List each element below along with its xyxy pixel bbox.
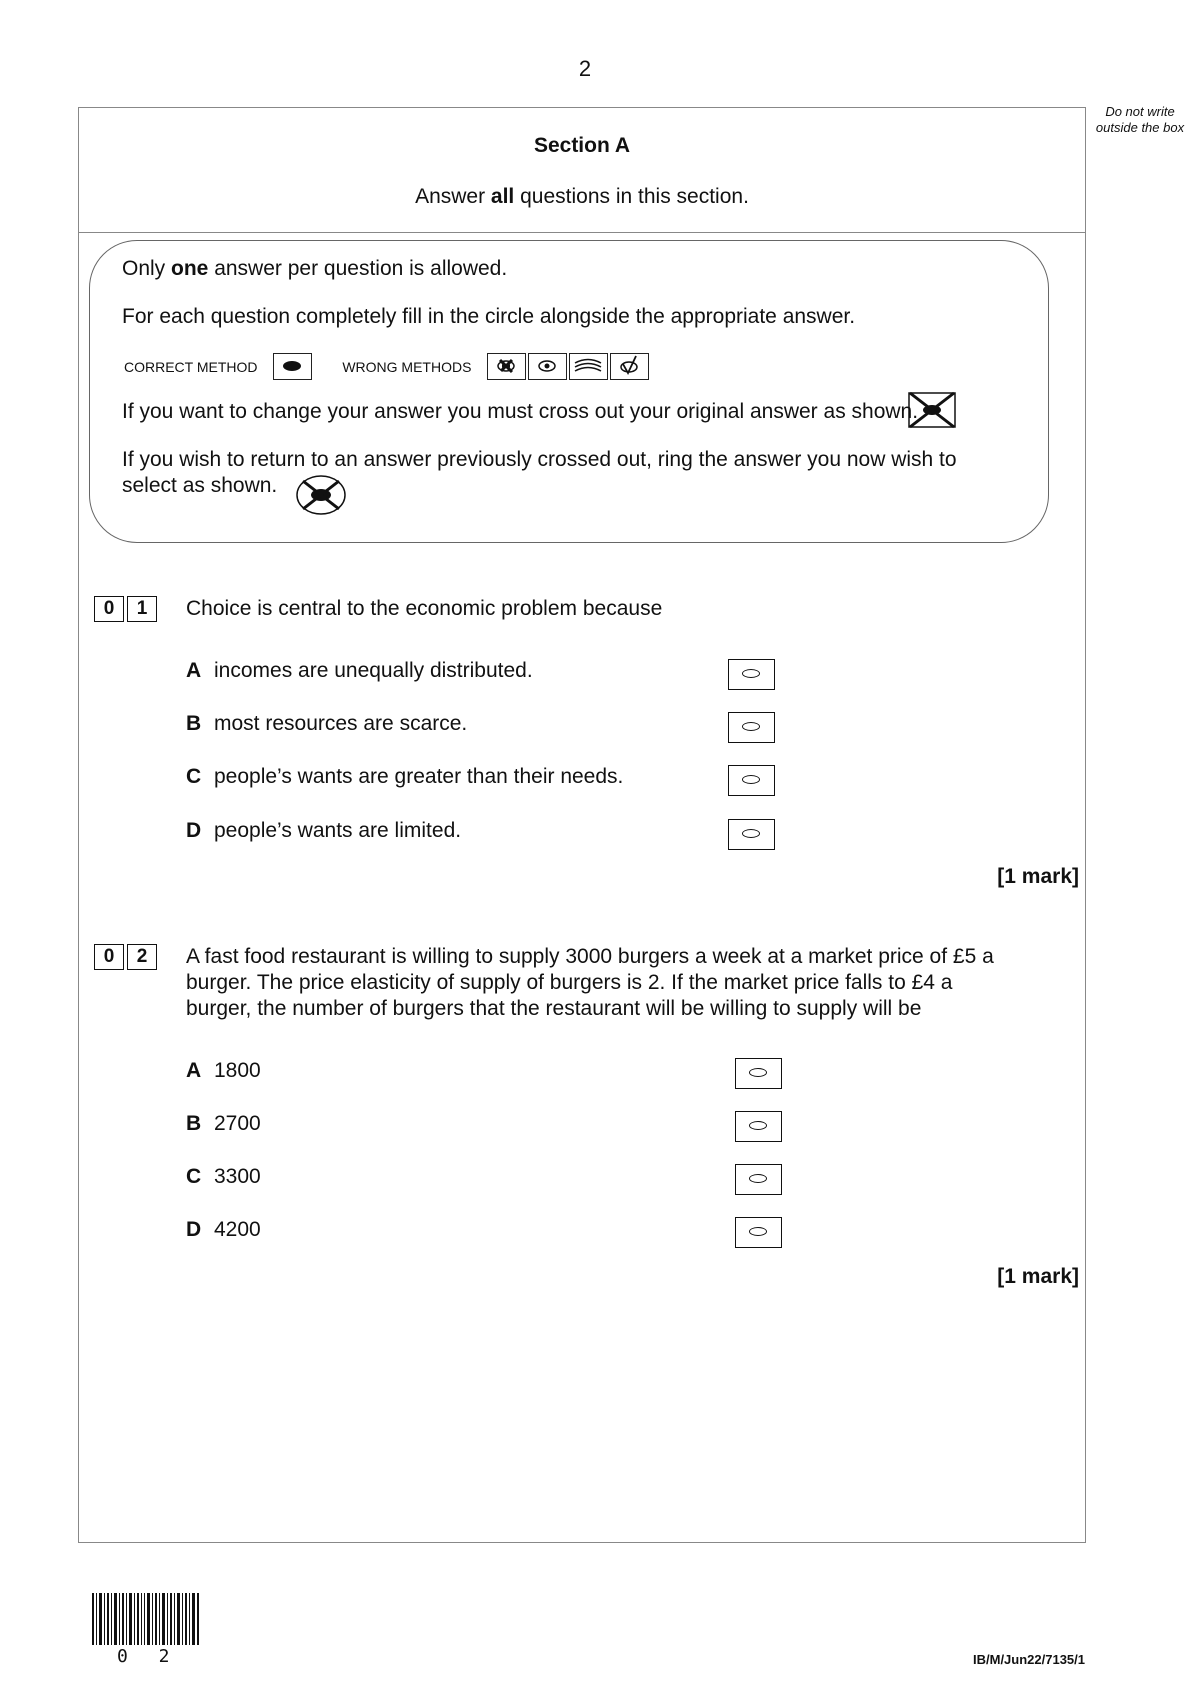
q02-answer-b-oval[interactable] [735,1111,782,1142]
barcode-icon [92,1593,200,1645]
question-number-02 [94,944,160,970]
subtitle-bold: all [490,185,515,208]
question-02-text [186,944,1066,1022]
instruction-return-line2: select as shown. [122,474,278,497]
option-text: people’s wants are greater than their needs. [214,765,624,788]
dotted-oval-icon [528,353,567,380]
question-01-option-a [186,659,533,683]
page-number: 2 [578,56,592,81]
question-02-line: A fast food restaurant is willing to supply 3000 burgers a week at a market price of £5 a [186,945,994,968]
q01-answer-a-oval[interactable] [728,659,775,690]
instruction-cross-out: If you want to change your answer you must cross out your original answer as shown. [122,400,919,423]
question-02-line: burger. The price elasticity of supply of burgers is 2. If the market price falls to £4 a [186,971,953,994]
section-header [79,108,1085,233]
question-02-line: burger, the number of burgers that the restaurant will be willing to supply will be [186,997,922,1020]
oval-icon [742,775,760,784]
q02-answer-a-oval[interactable] [735,1058,782,1089]
filled-oval-icon [273,353,312,380]
option-letter: A [186,1059,202,1082]
section-subtitle [79,185,1085,209]
option-text: 1800 [214,1059,261,1082]
option-letter: A [186,659,202,682]
q02-answer-c-oval[interactable] [735,1164,782,1195]
subtitle-text-1: Answer [415,185,491,208]
method-examples [124,353,649,383]
question-01-option-b [186,712,467,736]
oval-icon [749,1121,767,1130]
oval-icon [749,1227,767,1236]
wrong-methods-label: WRONG METHODS [342,358,472,375]
option-letter: D [186,1218,202,1241]
instruction-return-line1: If you wish to return to an answer previously crossed out, ring the answer you now wish to [122,448,957,471]
instruction-text: answer per question is allowed. [208,257,508,280]
instruction-bold: one [171,257,209,280]
crossed-out-box-icon [908,391,958,429]
option-letter: B [186,712,202,735]
question-digit: 0 [94,944,124,970]
oval-icon [742,722,760,731]
hatched-oval-icon [569,353,608,380]
q01-answer-d-oval[interactable] [728,819,775,850]
oval-icon [749,1068,767,1077]
margin-note: Do not write outside the box [1095,104,1185,135]
option-letter: D [186,819,202,842]
question-02-option-a [186,1059,261,1083]
ringed-answer-icon [294,473,348,517]
question-02-option-b [186,1112,261,1136]
option-letter: B [186,1112,202,1135]
option-letter: C [186,765,202,788]
option-text: most resources are scarce. [214,712,468,735]
question-02-mark: [1 mark] [997,1265,1079,1288]
instruction-fill-circle: For each question completely fill in the circle alongside the appropriate answer. [122,305,856,328]
section-title: Section A [533,134,631,157]
option-text: incomes are unequally distributed. [214,659,533,682]
question-02-option-d [186,1218,261,1242]
ticked-oval-icon [610,353,649,380]
question-02-option-c [186,1165,261,1189]
option-text: 3300 [214,1165,261,1188]
correct-method-label: CORRECT METHOD [124,358,258,375]
q01-answer-c-oval[interactable] [728,765,775,796]
answer-frame [78,107,1086,1543]
oval-icon [742,829,760,838]
instructions-box [89,240,1049,543]
barcode-digits: 0 2 [117,1646,180,1667]
question-01-text: Choice is central to the economic problem because [186,597,663,620]
question-01-option-d [186,819,461,843]
question-01-option-c [186,765,623,789]
option-text: 2700 [214,1112,261,1135]
oval-icon [749,1174,767,1183]
option-text: people’s wants are limited. [214,819,462,842]
question-digit: 2 [127,944,157,970]
instruction-one-answer [122,257,507,281]
q01-answer-b-oval[interactable] [728,712,775,743]
option-letter: C [186,1165,202,1188]
question-digit: 1 [127,596,157,622]
oval-icon [742,669,760,678]
option-text: 4200 [214,1218,261,1241]
question-number-01 [94,596,160,622]
q02-answer-d-oval[interactable] [735,1217,782,1248]
instruction-text: Only [122,257,172,280]
question-01-mark: [1 mark] [997,865,1079,888]
question-digit: 0 [94,596,124,622]
footer-code: IB/M/Jun22/7135/1 [973,1652,1085,1667]
scribbled-oval-icon [487,353,526,380]
subtitle-text-2: questions in this section. [514,185,749,208]
